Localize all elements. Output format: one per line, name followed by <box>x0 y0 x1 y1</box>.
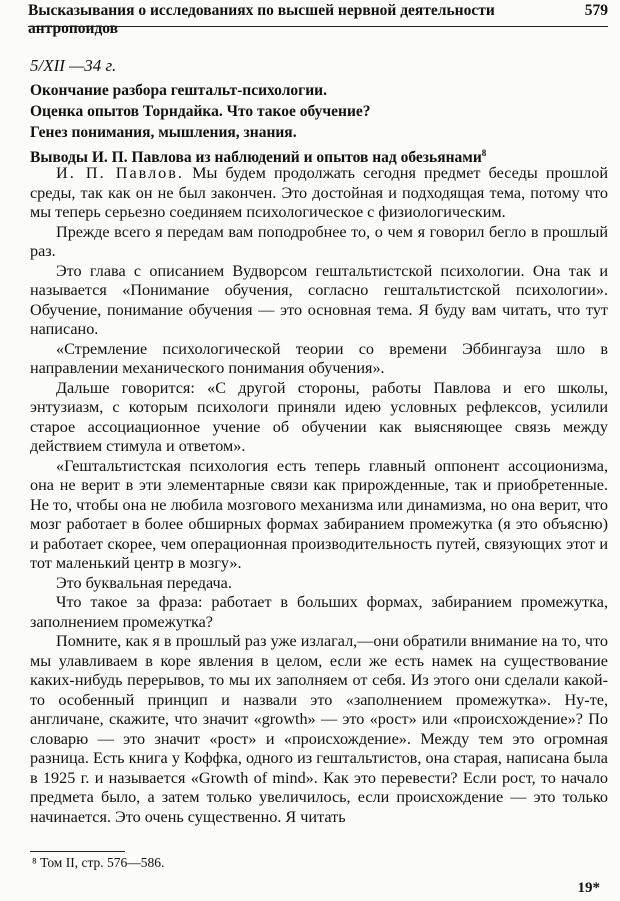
header-rule <box>28 26 608 27</box>
heading-line: Окончание разбора гештальт-психологии. <box>30 82 327 99</box>
paragraph: Это глава с описанием Вудворсом гештальтистской психологии. Она так и называется «Понимание обучения, согласно гештальтистской психологии». Обучение, понимание обучения — это основная тема. Я буду вам читать, что тут написано. <box>30 261 608 338</box>
entry-date: 5/XII —34 г. <box>30 56 117 75</box>
paragraph <box>30 164 608 223</box>
page-number: 579 <box>584 2 608 19</box>
heading-text: Выводы И. П. Павлова из наблюдений и опытов над обезьянами <box>30 149 482 167</box>
footnote: ⁸ Том II, стр. 576—586. <box>32 855 165 870</box>
footnote-rule <box>30 851 125 852</box>
paragraph: Дальше говорится: «С другой стороны, работы Павлова и его школы, энтузиазм, с которым психологи приняли идею условных рефлексов, усилили старое ассоциационное учение об обучении как выясняющее связь между действием стимула и ответом». <box>30 378 608 455</box>
heading-line: Генез понимания, мышления, знания. <box>30 124 297 141</box>
paragraph: Это буквальная передача. <box>56 573 232 592</box>
section-headings <box>30 80 606 168</box>
paragraph: Прежде всего я передам вам поподробнее то, о чем я говорил бегло в прошлый раз. <box>30 222 608 260</box>
running-title: Высказывания о исследованиях по высшей нервной деятельности антропоидов <box>28 2 495 37</box>
heading-line: Оценка опытов Торндайка. Что такое обучение? <box>30 103 371 120</box>
footnote-marker: 8 <box>481 148 487 158</box>
paragraph: Помните, как я в прошлый раз уже излагал,—они обратили внимание на то, что мы улавливаем в коре явления в целом, если же есть намек на существование каких-нибудь перерывов, то мы их заполняем от себя. Из этого они сделали какой-то особенный принцип и назвали это «заполнением промежутка». Ну-те, англичане, скажите, что значит «growth» — это «рост» или «происхождение»? По словарю — это значит «рост» и «происхождение». Между тем это огромная разница. Есть книга у Коффка, одного из гештальтистов, она старая, написана была в 1925 г. и называется «Growth of mind». Как это перевести? Если рост, то начало предмета было, а затем только увеличилось, если происхождение — это только начинается. Это очень существенно. Я читать <box>30 632 608 826</box>
signature-mark: 19* <box>577 880 600 896</box>
paragraph: «Гештальтистская психология есть теперь главный оппонент ассоционизма, она не верит в эти элементарные связи как прирожденные, так и приобретенные. Не то, чтобы она не любила мозгового механизма или динамизма, но она верит, что мозг работает в более обширных формах забиранием промежутка (я это объясню) и работает скорее, чем операционная производительность путей, связующих этот и тот маленький центр в мозгу». <box>30 456 608 572</box>
paragraph: Что такое за фраза: работает в больших формах, забиранием промежутка, заполнением промежутка? <box>30 593 608 631</box>
running-head <box>28 2 608 37</box>
speaker-name: И. П. Павлов. <box>56 164 184 182</box>
paragraph-text: Мы будем продолжать сегодня предмет беседы прошлой среды, так как он не был закончен. Это достойная и подходящая тема, потому что мы теперь серьезно соединяем психологическое с физиологическим. <box>30 164 609 221</box>
paragraph: «Стремление психологической теории со времени Эббингауза шло в направлении механического понимания обучения». <box>30 339 608 377</box>
body-text <box>30 164 608 827</box>
